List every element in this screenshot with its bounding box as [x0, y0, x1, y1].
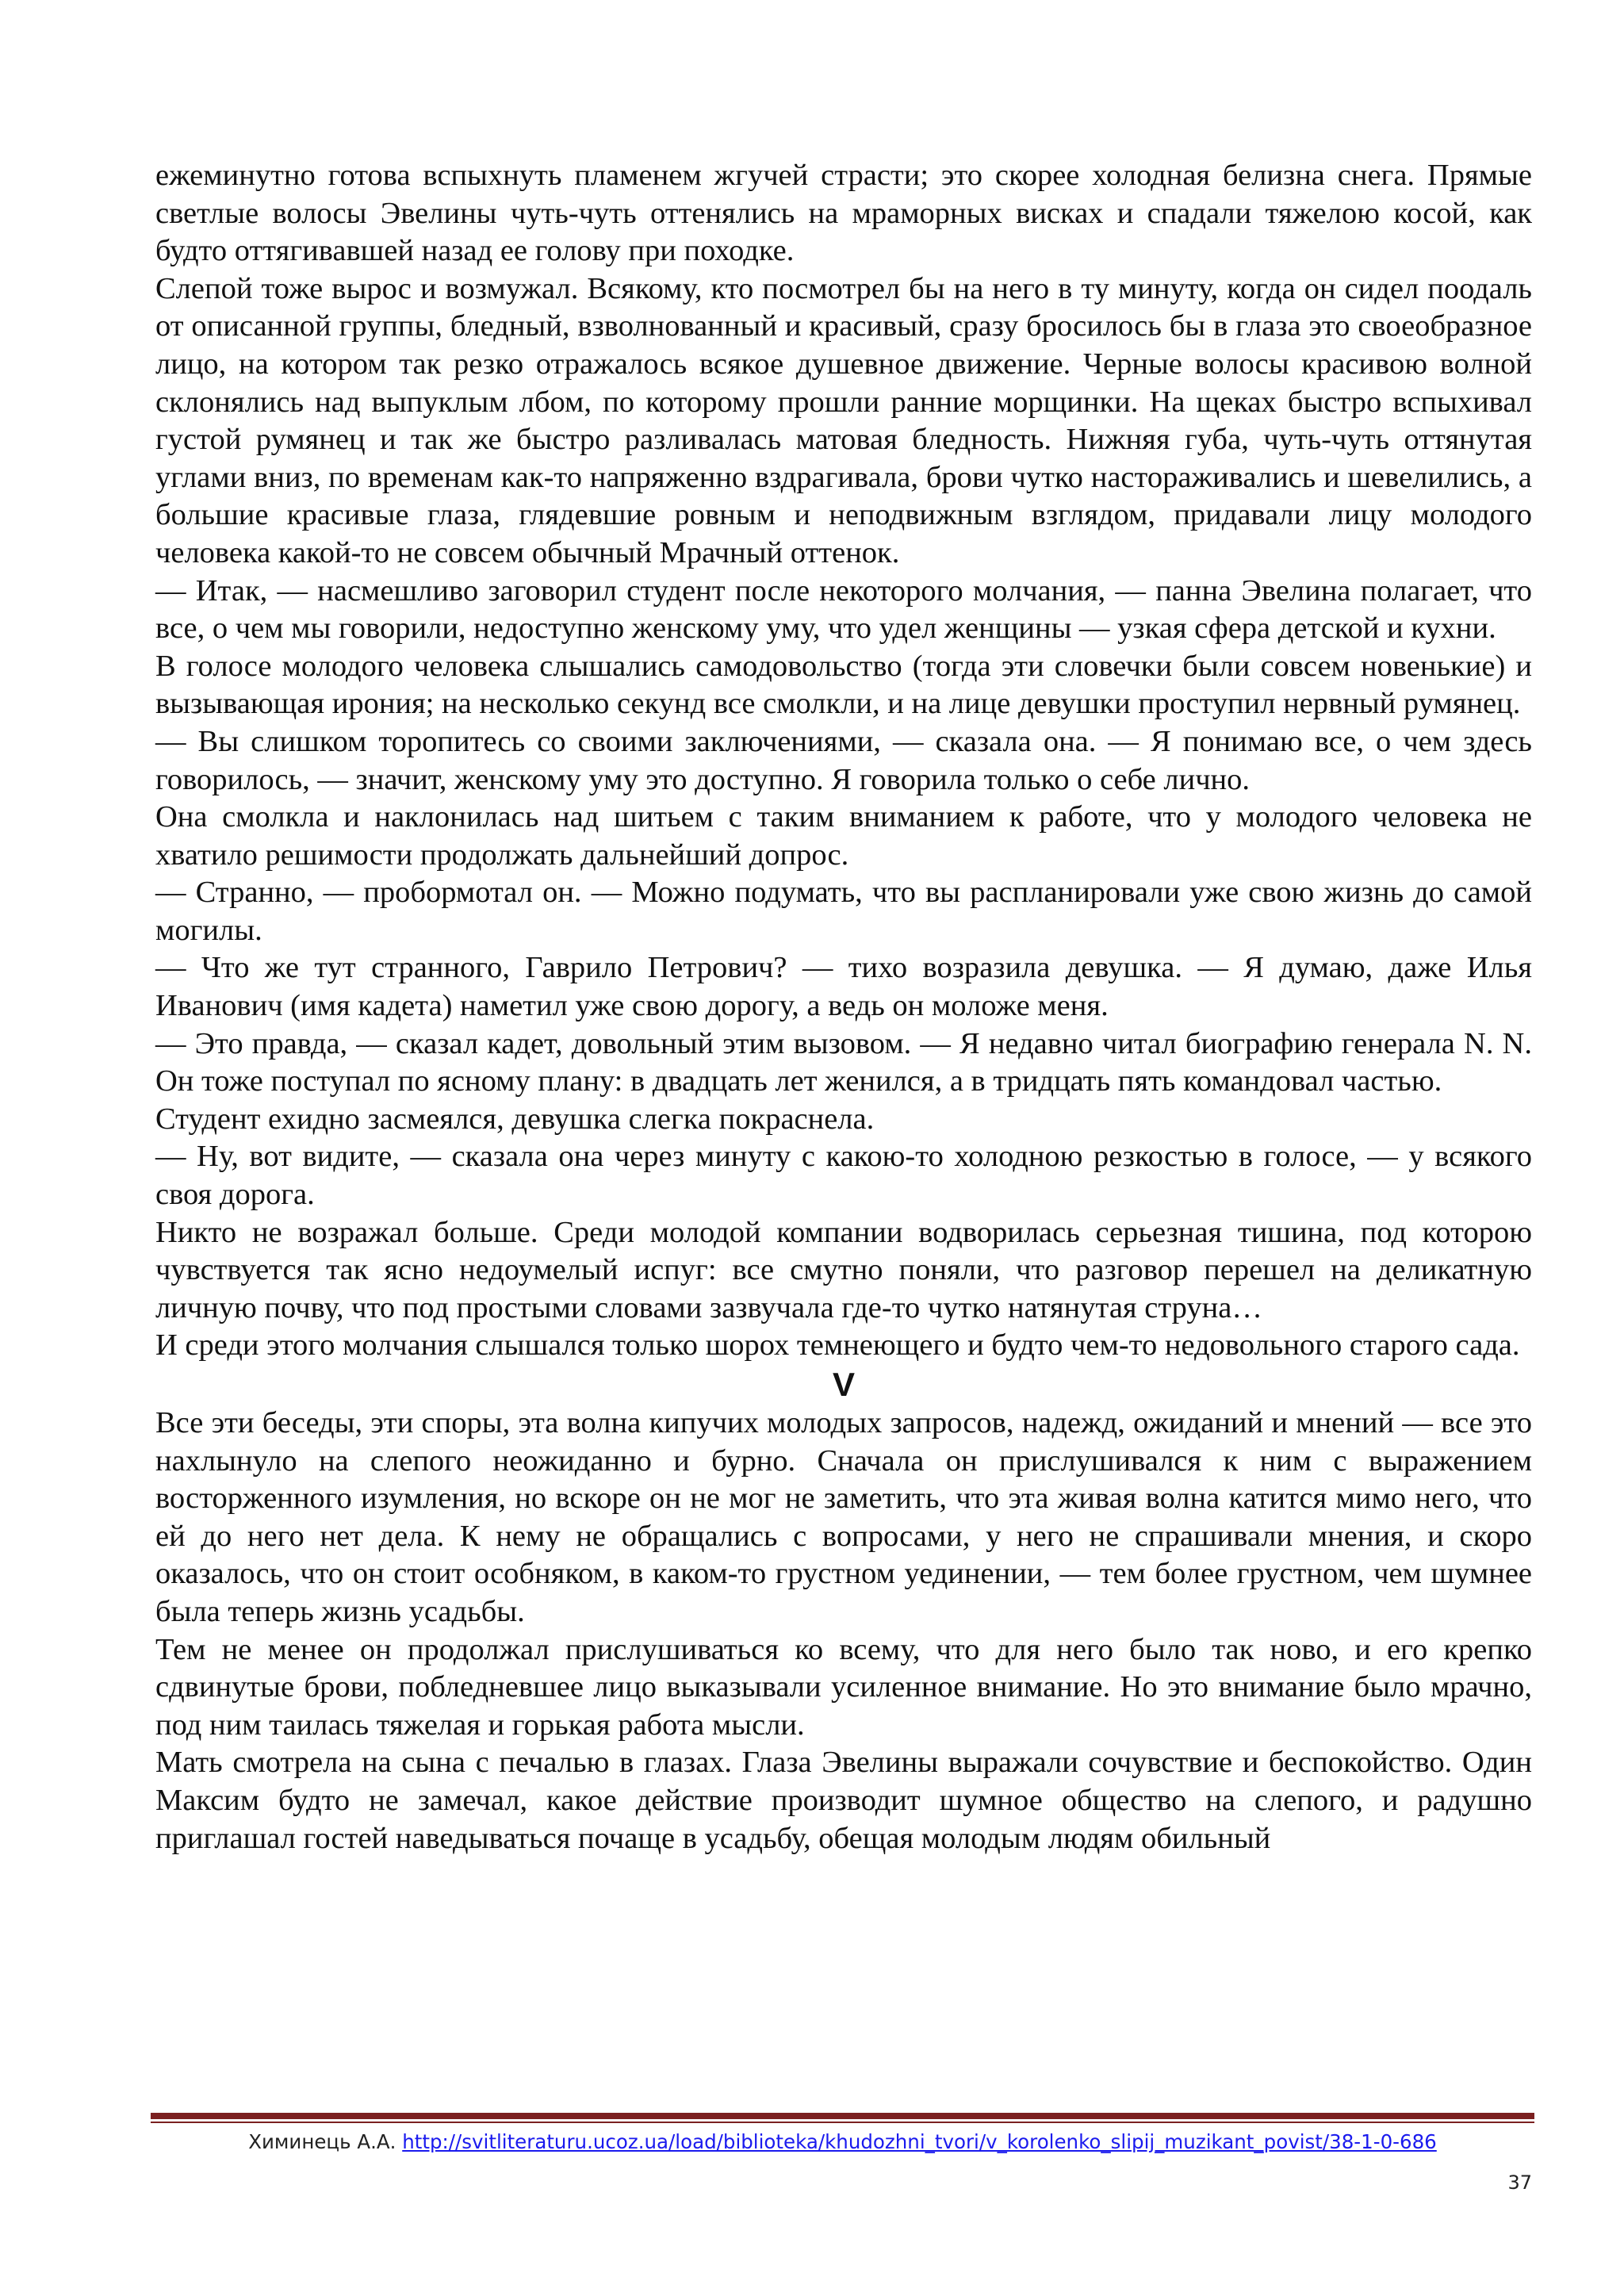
paragraph: — Странно, — пробормотал он. — Можно подумать, что вы распланировали уже свою жизнь до самой могилы. [155, 876, 1532, 947]
page-footer [151, 2130, 1534, 2154]
chapter-heading: V [832, 1366, 855, 1403]
paragraph: Тем не менее он продолжал прислушиваться ко всему, что для него было так ново, и его крепко сдвинутые брови, побледневшее лицо выказывали усиленное внимание. Но это внимание было мрачно, под ним таилась тяжелая и горькая работа мысли. [155, 1632, 1532, 1742]
paragraph: — Ну, вот видите, — сказала она через минуту с какою-то холодною резкостью в голосе, — у всякого своя дорога. [155, 1140, 1532, 1212]
paragraph: Студент ехидно засмеялся, девушка слегка покраснела. [155, 1102, 875, 1136]
paragraph: Все эти беседы, эти споры, эта волна кипучих молодых запросов, надежд, ожиданий и мнений — все это нахлынуло на слепого неожиданно и бурно. Сначала он прислушивался к ним с выражением восторженного изумления, но вскоре он не мог не заметить, что эта живая волна катится мимо него, что ей до него нет дела. К нему не обращались с вопросами, у него не спрашивали мнения, и скоро оказалось, что он стоит особняком, в каком-то грустном уединении, — тем более грустном, чем шумнее была теперь жизнь усадьбы. [155, 1406, 1532, 1628]
footer-author: Химинець А.А. [248, 2130, 396, 2153]
paragraph: И среди этого молчания слышался только шорох темнеющего и будто чем-то недовольного старого сада. [155, 1328, 1520, 1363]
paragraph: Слепой тоже вырос и возмужал. Всякому, кто посмотрел бы на него в ту минуту, когда он сидел поодаль от описанной группы, бледный, взволнованный и красивый, сразу бросилось бы в глаза это своеобразное лицо, на котором так резко отражалось всякое душевное движение. Черные волосы красивою волной склонялись над выпуклым лбом, по которому прошли ранние морщинки. На щеках быстро вспыхивал густой румянец и так же быстро разливалась матовая бледность. Нижняя губа, чуть-чуть оттянутая углами вниз, по временам как-то напряженно вздрагивала, брови чутко настораживались и шевелились, а большие красивые глаза, глядевшие ровным и неподвижным взглядом, придавали лицу молодого человека какой-то не совсем обычный Мрачный оттенок. [155, 271, 1532, 569]
paragraph: — Итак, — насмешливо заговорил студент после некоторого молчания, — панна Эвелина полагает, что все, о чем мы говорили, недоступно женскому уму, что удел женщины — узкая сфера детской и кухни. [155, 573, 1532, 646]
paragraph: Она смолкла и наклонилась над шитьем с таким вниманием к работе, что у молодого человека не хватило решимости продолжать дальнейший допрос. [155, 800, 1532, 872]
paragraph: В голосе молодого человека слышались самодовольство (тогда эти словечки были совсем новенькие) и вызывающая ирония; на несколько секунд все смолкли, и на лице девушки проступил нервный румянец. [155, 649, 1532, 721]
footer-source-link[interactable]: http://svitliteraturu.ucoz.ua/load/biblioteka/khudozhni_tvori/v_korolenko_slipij_muzikant_povist/38-1-0-686 [402, 2130, 1437, 2153]
paragraph: ежеминутно готова вспыхнуть пламенем жгучей страсти; это скорее холодная белизна снега. Прямые светлые волосы Эвелины чуть-чуть оттенялись на мраморных висках и спадали тяжелою косой, как будто оттягивавшей назад ее голову при походке. [155, 159, 1532, 268]
paragraph: Мать смотрела на сына с печалью в глазах. Глаза Эвелины выражали сочувствие и беспокойство. Один Максим будто не замечал, какое действие производит шумное общество на слепого, и радушно приглашал гостей наведываться почаще в усадьбу, обещая молодым людям обильный [155, 1746, 1532, 1855]
paragraph: Никто не возражал больше. Среди молодой компании водворилась серьезная тишина, под которою чувствуется так ясно недоумелый испуг: все смутно поняли, что разговор перешел на деликатную личную почву, что под простыми словами зазвучала где-то чутко натянутая струна… [155, 1215, 1532, 1324]
footer-divider-thin [151, 2122, 1534, 2123]
footer-divider-thick [151, 2113, 1534, 2119]
paragraph: — Вы слишком торопитесь со своими заключениями, — сказала она. — Я понимаю все, о чем здесь говорилось, — значит, женскому уму это доступно. Я говорила только о себе лично. [155, 724, 1532, 796]
page-body [155, 157, 1532, 1857]
paragraph: — Это правда, — сказал кадет, довольный этим вызовом. — Я недавно читал биографию генерала N. N. Он тоже поступал по ясному плану: в двадцать лет женился, а в тридцать пять командовал частью. [155, 1026, 1532, 1098]
page-number: 37 [1507, 2171, 1532, 2194]
paragraph: — Что же тут странного, Гаврило Петрович? — тихо возразила девушка. — Я думаю, даже Илья Иванович (имя кадета) наметил уже свою дорогу, а ведь он моложе меня. [155, 951, 1532, 1023]
